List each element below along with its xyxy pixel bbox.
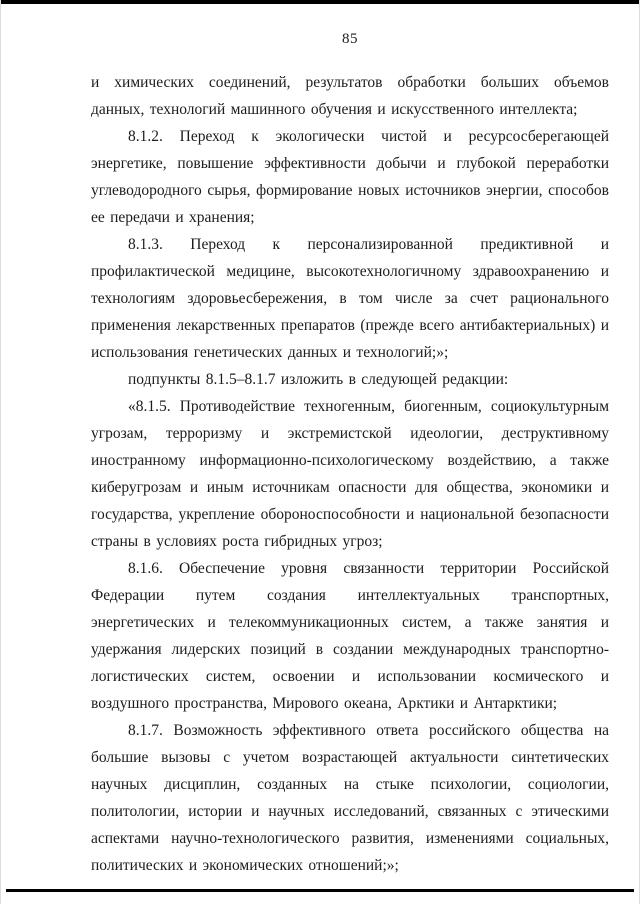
paragraph: «8.1.5. Противодействие техногенным, биогенным, социокультурным угрозам, терроризму и экстремистской идеологии, деструктивному иностранному информационно-психологическому воздействию, а также киберугрозам и иным источникам опасности для общества, экономики и государства, укрепление обороноспособности и национальной безопасности страны в условиях роста гибридных угроз;: [91, 398, 609, 550]
scan-border-bottom: [6, 889, 634, 892]
paragraph: подпункты 8.1.5–8.1.7 изложить в следующей редакции:: [128, 371, 509, 388]
scan-border-top: [1, 0, 639, 4]
paragraph: и химических соединений, результатов обработки больших объемов данных, технологий машинного обучения и искусственного интеллекта;: [91, 74, 609, 118]
page-number: 85: [342, 31, 358, 47]
paragraph: 8.1.7. Возможность эффективного ответа российского общества на большие вызовы с учетом возрастающей актуальности синтетических научных дисциплин, созданных на стыке психологии, социологии, политологии, истории и научных исследований, связанных с этическими аспектами научно-технологического развития, изменениями социальных, политических и экономических отношений;»;: [91, 722, 609, 874]
paragraph: 8.1.2. Переход к экологически чистой и ресурсосберегающей энергетике, повышение эффективности добычи и глубокой переработки углеводородного сырья, формирование новых источников энергии, способов ее передачи и хранения;: [91, 128, 609, 226]
paragraph: 8.1.3. Переход к персонализированной предиктивной и профилактической медицине, высокотехнологичному здравоохранению и технологиям здоровьесбережения, в том числе за счет рационального применения лекарственных препаратов (прежде всего антибактериальных) и использования генетических данных и технологий;»;: [91, 236, 609, 361]
document-body: [1, 69, 639, 879]
paragraph: 8.1.6. Обеспечение уровня связанности территории Российской Федерации путем создания интеллектуальных транспортных, энергетических и телекоммуникационных систем, а также занятия и удержания лидерских позиций в создании международных транспортно-логистических систем, освоении и использовании космического и воздушного пространства, Мирового океана, Арктики и Антарктики;: [91, 560, 609, 712]
